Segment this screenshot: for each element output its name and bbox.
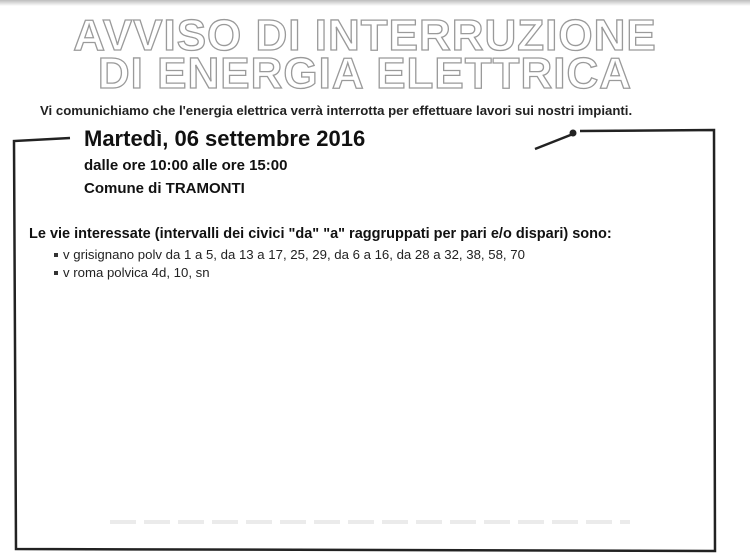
outage-hours: dalle ore 10:00 alle ore 15:00 [84,157,288,174]
list-item [54,246,525,264]
frame-hook-line [535,134,573,149]
street-list [54,246,525,282]
bullet-icon [54,271,58,275]
notice-title-line-2: DI ENERGIA ELETTRICA [97,49,633,98]
intro-text: Vi comunichiamo che l'energia elettrica verrà interrotta per effettuare lavori sui nostri impianti. [40,103,633,118]
street-text: v grisignano polv da 1 a 5, da 13 a 17, 25, 29, da 6 a 16, da 28 a 32, 38, 58, 70 [63,247,525,262]
outage-date: Martedì, 06 settembre 2016 [84,126,366,151]
list-item [54,264,525,282]
outage-comune: Comune di TRAMONTI [84,180,245,197]
faint-footer-print [110,520,630,524]
street-text: v roma polvica 4d, 10, sn [63,265,210,280]
bullet-icon [54,253,58,257]
streets-heading: Le vie interessate (intervalli dei civici "da" "a" raggruppati per pari e/o dispari) sono: [29,226,612,242]
frame-hook-dot [570,130,577,137]
notice-title-line-1: AVVISO DI INTERRUZIONE [73,11,657,60]
